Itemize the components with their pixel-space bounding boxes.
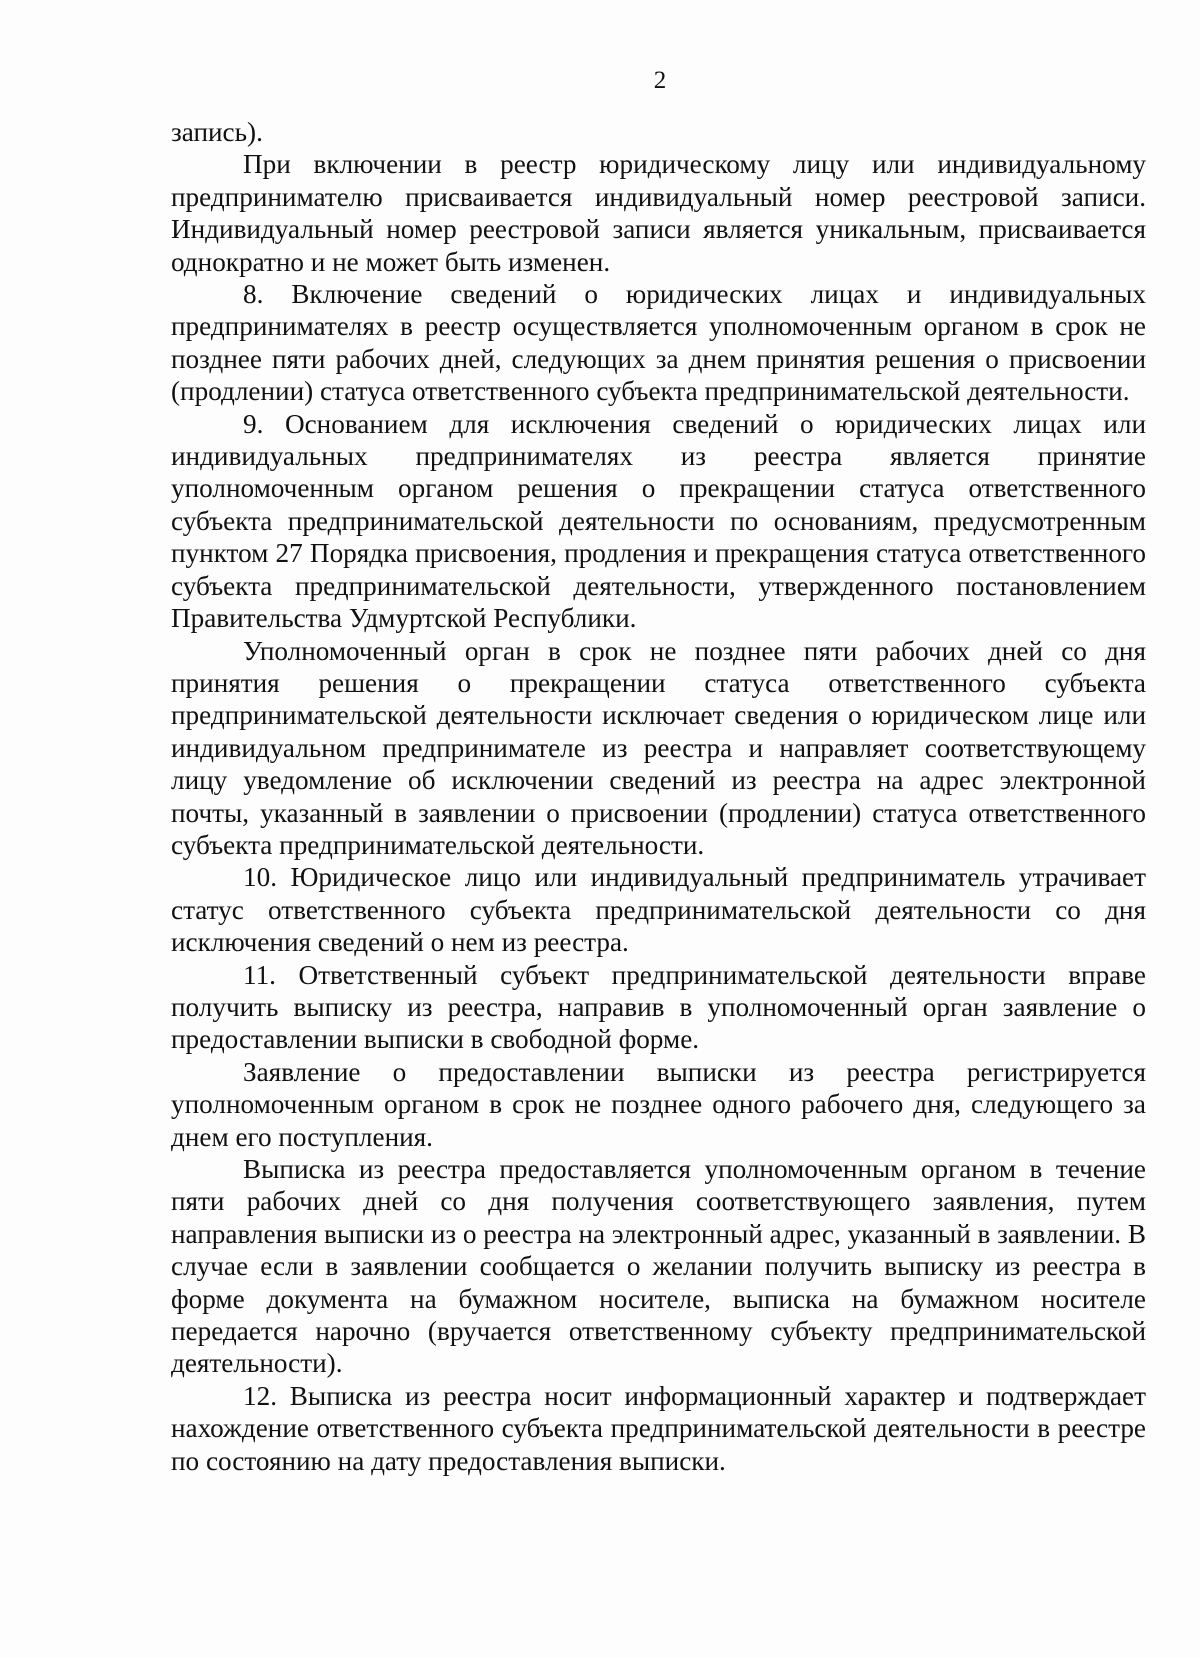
paragraph-clause-10: 10. Юридическое лицо или индивидуальный предприниматель утрачивает статус ответственного субъекта предпринимательской деятельности со дня исключения сведений о нем из реестра.: [171, 862, 1146, 958]
paragraph: Заявление о предоставлении выписки из реестра регистрируется уполномоченным органом в срок не позднее одного рабочего дня, следующего за днем его поступления.: [171, 1056, 1146, 1152]
paragraph: Уполномоченный орган в срок не позднее пяти рабочих дней со дня принятия решения о прекращении статуса ответственного субъекта предпринимательской деятельности исключает сведения о юридическом лице или индивидуальном предпринимателе из реестра и направляет соответствующему лицу уведомление об исключении сведений из реестра на адрес электронной почты, указанный в заявлении о присвоении (продлении) статуса ответственного субъекта предпринимательской деятельности.: [171, 635, 1146, 860]
paragraph-clause-12: 12. Выписка из реестра носит информационный характер и подтверждает нахождение ответственного субъекта предпринимательской деятельности в реестре по состоянию на дату предоставления выписки.: [171, 1380, 1146, 1476]
paragraph: Выписка из реестра предоставляется уполномоченным органом в течение пяти рабочих дней со дня получения соответствующего заявления, путем направления выписки из о реестра на электронный адрес, указанный в заявлении. В случае если в заявлении сообщается о желании получить выписку из реестра в форме документа на бумажном носителе, выписка на бумажном носителе передается нарочно (вручается ответственному субъекту предпринимательской деятельности).: [171, 1154, 1146, 1379]
paragraph-clause-8: 8. Включение сведений о юридических лицах и индивидуальных предпринимателях в реестр осуществляется уполномоченным органом в срок не позднее пяти рабочих дней, следующих за днем принятия решения о присвоении (продлении) статуса ответственного субъекта предпринимательской деятельности.: [171, 279, 1146, 407]
page-number: 2: [653, 67, 667, 94]
paragraph-continuation: запись).: [171, 117, 263, 147]
paragraph: При включении в реестр юридическому лицу или индивидуальному предпринимателю присваивается индивидуальный номер реестровой записи. Индивидуальный номер реестровой записи является уникальным, присваивается однократно и не может быть изменен.: [171, 149, 1146, 277]
paragraph-clause-11: 11. Ответственный субъект предпринимательской деятельности вправе получить выписку из реестра, направив в уполномоченный орган заявление о предоставлении выписки в свободной форме.: [171, 959, 1146, 1055]
paragraph-clause-9: 9. Основанием для исключения сведений о юридических лицах или индивидуальных предпринимателях из реестра является принятие уполномоченным органом решения о прекращении статуса ответственного субъекта предпринимательской деятельности по основаниям, предусмотренным пунктом 27 Порядка присвоения, продления и прекращения статуса ответственного субъекта предпринимательской деятельности, утвержденного постановлением Правительства Удмуртской Республики.: [171, 408, 1146, 634]
document-body: [171, 116, 1146, 1477]
